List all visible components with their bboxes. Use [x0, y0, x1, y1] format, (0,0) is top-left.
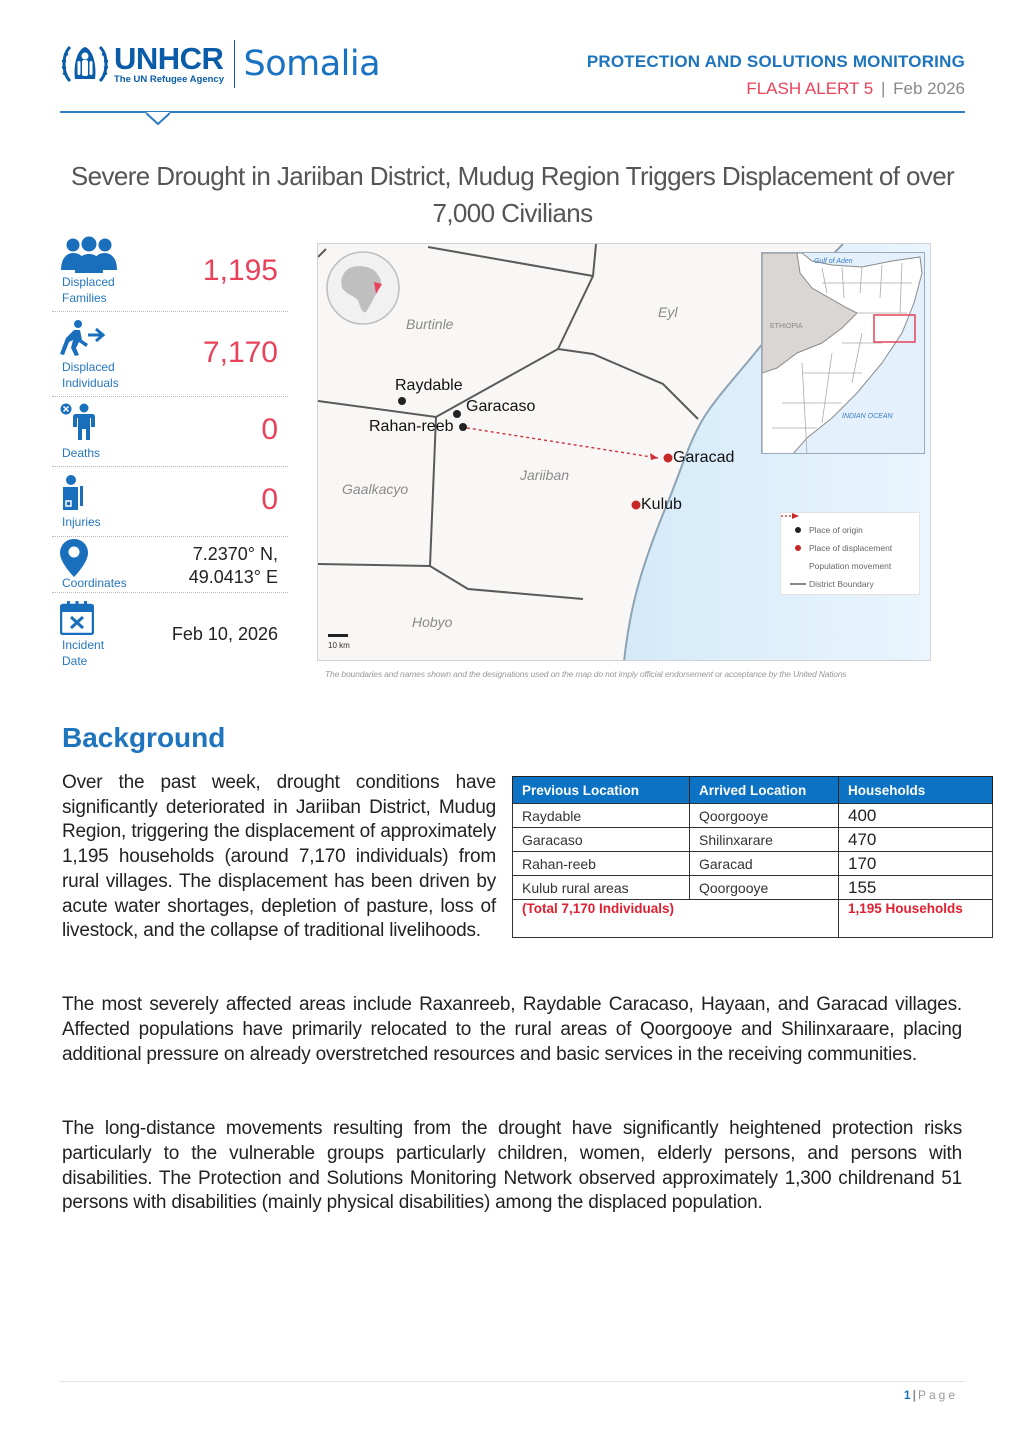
report-meta: [587, 52, 965, 99]
stat-value: 1,195: [202, 254, 278, 287]
cell-arrived-location: Shilinxarare: [690, 828, 839, 852]
unhcr-logo: [60, 40, 380, 88]
cell-total-households: 1,195 Households: [839, 900, 993, 938]
dashed-arrow-icon: [781, 513, 799, 519]
inset-map-shape: [762, 253, 925, 454]
stat-value: Feb 10, 2026: [171, 624, 278, 644]
black-dot-icon: [795, 527, 801, 533]
page-footer: [904, 1388, 958, 1402]
unhcr-emblem-icon: [60, 41, 110, 87]
stat-label-line2: Individuals: [62, 376, 119, 390]
coordinates-latitude: 7.2370° N,: [192, 544, 278, 564]
legend-label: District Boundary: [809, 579, 874, 589]
program-name: PROTECTION AND SOLUTIONS MONITORING: [586, 52, 965, 71]
cell-households: 470: [839, 828, 993, 852]
inset-label-country: ETHIOPIA: [770, 323, 803, 330]
person-running-arrow-icon: [60, 320, 106, 356]
org-tagline: The UN Refugee Agency: [114, 74, 224, 86]
stat-coordinates: [52, 537, 288, 593]
table-header-row: [513, 777, 993, 804]
alert-label: FLASH ALERT 5: [746, 79, 874, 98]
scale-line: [328, 634, 348, 637]
map-scale-bar: [328, 634, 350, 650]
displacement-map: [317, 243, 931, 661]
stat-label-line1: Injuries: [62, 515, 101, 529]
cell-previous-location: Raydable: [513, 804, 690, 828]
header-notch-icon: [146, 112, 170, 126]
red-dot-icon: [795, 545, 801, 551]
district-label-eyl: Eyl: [658, 304, 678, 320]
page-header: [60, 38, 965, 128]
cell-households: 170: [839, 852, 993, 876]
legend-item: [787, 521, 913, 539]
logo-divider: [234, 40, 236, 88]
legend-item: [787, 557, 913, 575]
alert-separator: |: [881, 79, 886, 98]
cell-arrived-location: Qoorgooye: [690, 804, 839, 828]
key-figures-panel: [52, 234, 288, 675]
stat-incident-date: [52, 593, 288, 675]
stat-label-line2: Date: [62, 654, 88, 668]
page-number: 1: [903, 1388, 911, 1402]
section-heading-background: Background: [62, 722, 226, 753]
col-households: Households: [839, 777, 993, 804]
calendar-x-icon: [60, 601, 94, 635]
stat-displaced-individuals: [52, 312, 288, 397]
district-label-gaalkacyo: Gaalkacyo: [342, 481, 409, 497]
boundary-line-icon: [790, 583, 806, 585]
stat-label-line1: Deaths: [62, 446, 101, 460]
person-death-icon: [60, 403, 96, 441]
col-previous-location: Previous Location: [513, 777, 690, 804]
footer-rule: [60, 1381, 965, 1382]
place-label-garacaso: Garacaso: [466, 398, 536, 415]
stat-injuries: [52, 467, 288, 537]
cell-previous-location: Kulub rural areas: [513, 876, 690, 900]
cell-arrived-location: Garacad: [690, 852, 839, 876]
page-separator: |: [912, 1388, 916, 1402]
header-rule: [60, 111, 965, 113]
table-row: [513, 852, 993, 876]
district-label-hobyo: Hobyo: [412, 614, 453, 630]
cell-households: 155: [839, 876, 993, 900]
stat-label-line1: Displaced: [62, 275, 115, 289]
background-paragraph-2: The most severely affected areas include Raxanreeb, Raydable Caracaso, Hayaan, and Garacad villages. Affected populations have primarily relocated to the rural areas of Qoorgooye and Shilinxaraare, placing additional pressure on already overstretched resources and basic services in the receiving communities.: [62, 994, 962, 1065]
inset-label-gulf: Gulf of Aden: [814, 258, 853, 265]
stat-value: 7,170: [202, 336, 278, 369]
person-injured-icon: [60, 475, 86, 511]
place-label-rahan-reeb: Rahan-reeb: [369, 418, 454, 435]
table-row: [513, 804, 993, 828]
legend-label: Population movement: [809, 561, 892, 571]
inset-label-ocean: INDIAN OCEAN: [842, 413, 893, 420]
country-name: Somalia: [243, 44, 381, 84]
map-legend: [780, 512, 920, 595]
stat-displaced-families: [52, 234, 288, 312]
stat-label-line1: Incident: [62, 638, 105, 652]
stat-value: 0: [261, 413, 278, 446]
scale-text: 10 km: [328, 641, 350, 650]
place-label-kulub: Kulub: [641, 496, 682, 513]
stat-deaths: [52, 397, 288, 467]
map-pin-icon: [60, 539, 88, 577]
cell-previous-location: Garacaso: [513, 828, 690, 852]
legend-item: [787, 539, 913, 557]
cell-previous-location: Rahan-reeb: [513, 852, 690, 876]
map-disclaimer: The boundaries and names shown and the designations used on the map do not imply official endorsement or acceptance by the United Nations: [325, 669, 847, 679]
district-label-jariiban: Jariiban: [520, 467, 570, 483]
page-title: Severe Drought in Jariiban District, Mudug Region Triggers Displacement of over 7,000 Civilians: [70, 161, 955, 228]
people-group-icon: [60, 236, 118, 274]
district-label-burtinle: Burtinle: [406, 316, 454, 332]
org-name: UNHCR: [114, 41, 224, 77]
displacement-table: [512, 776, 993, 938]
legend-item: [787, 575, 913, 593]
report-date: Feb 2026: [893, 79, 965, 98]
coordinates-longitude: 49.0413° E: [188, 567, 278, 587]
place-label-garacad: Garacad: [673, 449, 735, 466]
legend-label: Place of displacement: [809, 543, 893, 553]
table-total-row: [513, 900, 993, 938]
place-label-raydable: Raydable: [395, 377, 463, 394]
background-paragraph-1: Over the past week, drought conditions have significantly deteriorated in Jariiban District, Mudug Region, triggering the displacement of approximately 1,195 households (around 7,170 individuals) from rural villages. The displacement has been driven by acute water shortages, depletion of pasture, loss of livestock, and the collapse of traditional livelihoods.: [62, 772, 496, 942]
cell-total-individuals: (Total 7,170 Individuals): [513, 900, 839, 938]
stat-label-line1: Displaced: [62, 360, 115, 374]
col-arrived-location: Arrived Location: [690, 777, 839, 804]
table-row: [513, 828, 993, 852]
cell-households: 400: [839, 804, 993, 828]
stat-label-line2: Families: [62, 291, 107, 305]
table-row: [513, 876, 993, 900]
page-word: Page: [917, 1388, 958, 1402]
inset-map: [761, 252, 925, 454]
cell-arrived-location: Qoorgooye: [690, 876, 839, 900]
background-paragraph-3: The long-distance movements resulting from the drought have significantly heightened protection risks particularly to the vulnerable groups particularly children, women, elderly persons, and persons with disabilities. The Protection and Solutions Monitoring Network observed approximately 1,300 childrenand 51 persons with disabilities (mainly physical disabilities) among the displaced population.: [62, 1118, 962, 1214]
stat-value: 0: [261, 483, 278, 516]
legend-label: Place of origin: [809, 525, 863, 535]
stat-label-line1: Coordinates: [62, 576, 127, 590]
